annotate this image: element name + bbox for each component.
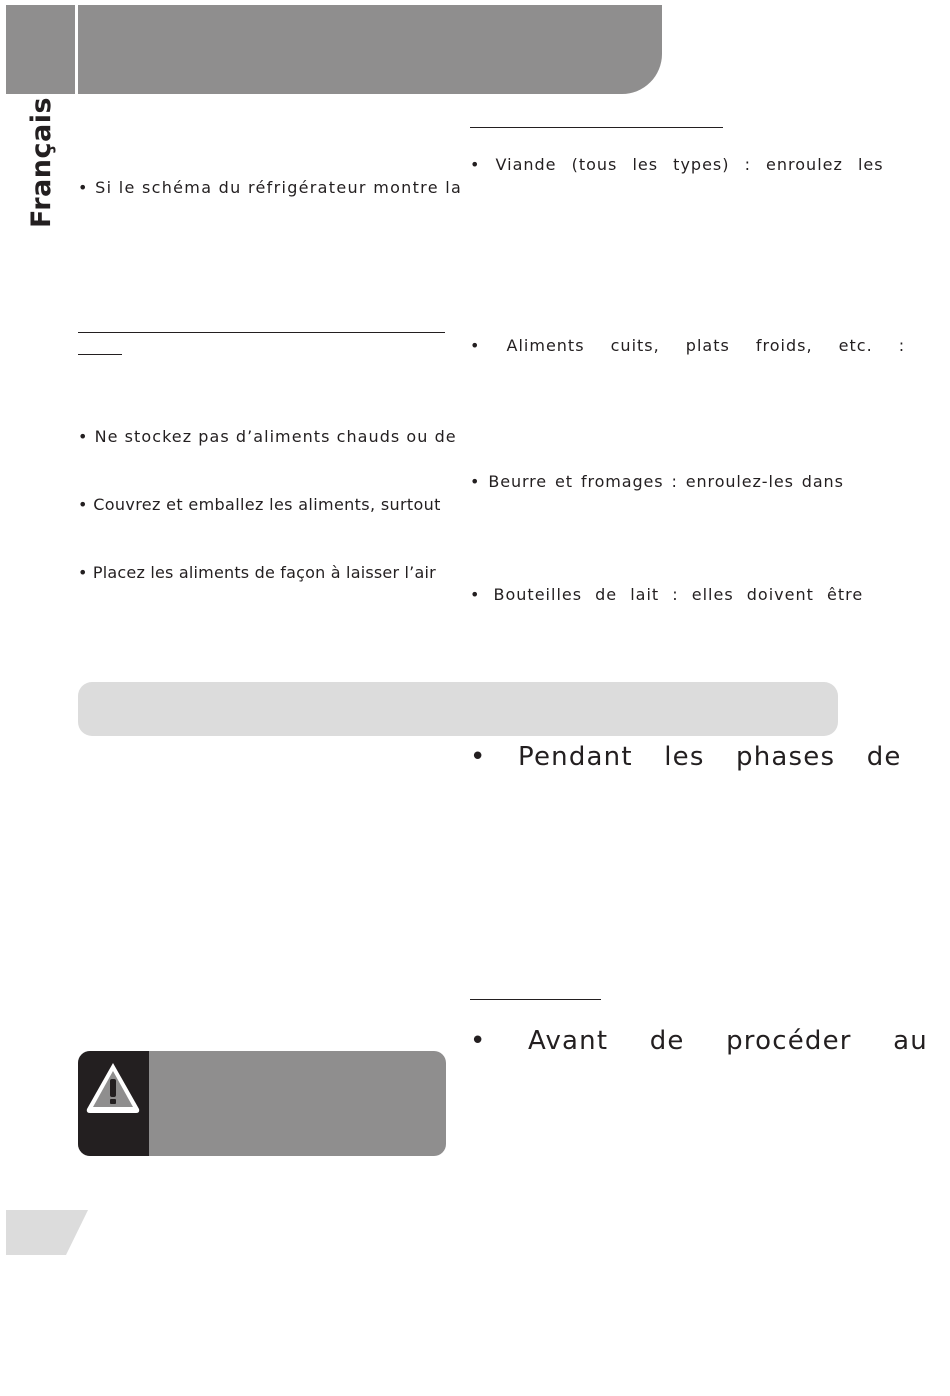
header-tab — [6, 5, 75, 94]
section-rule-right — [470, 127, 723, 128]
right-large-bullet-2: • Avant de procéder au — [470, 1026, 928, 1056]
right-bullet-1: • Viande (tous les types) : enroulez les — [470, 155, 884, 174]
section-rule-right-2 — [470, 999, 601, 1000]
header-bar — [78, 5, 662, 94]
section-rule-short — [78, 354, 122, 355]
left-bullet-4: • Placez les aliments de façon à laisser l’air — [78, 563, 436, 582]
section-header-bar — [78, 682, 838, 736]
left-bullet-3: • Couvrez et emballez les aliments, surtout — [78, 495, 441, 514]
warning-triangle-icon — [83, 1059, 143, 1117]
right-bullet-3: • Beurre et fromages : enroulez-les dans — [470, 472, 844, 491]
right-large-bullet-1: • Pendant les phases de — [470, 742, 902, 772]
language-label: Français — [26, 96, 57, 228]
section-rule — [78, 332, 445, 333]
left-bullet-2: • Ne stockez pas d’aliments chauds ou de — [78, 427, 457, 446]
right-bullet-2: • Aliments cuits, plats froids, etc. : — [470, 336, 906, 355]
warning-icon-panel — [78, 1051, 149, 1156]
left-bullet-1: • Si le schéma du réfrigérateur montre la — [78, 178, 463, 197]
page-number-tab — [6, 1210, 88, 1255]
right-bullet-4: • Bouteilles de lait : elles doivent être — [470, 585, 864, 604]
warning-box — [78, 1051, 446, 1156]
